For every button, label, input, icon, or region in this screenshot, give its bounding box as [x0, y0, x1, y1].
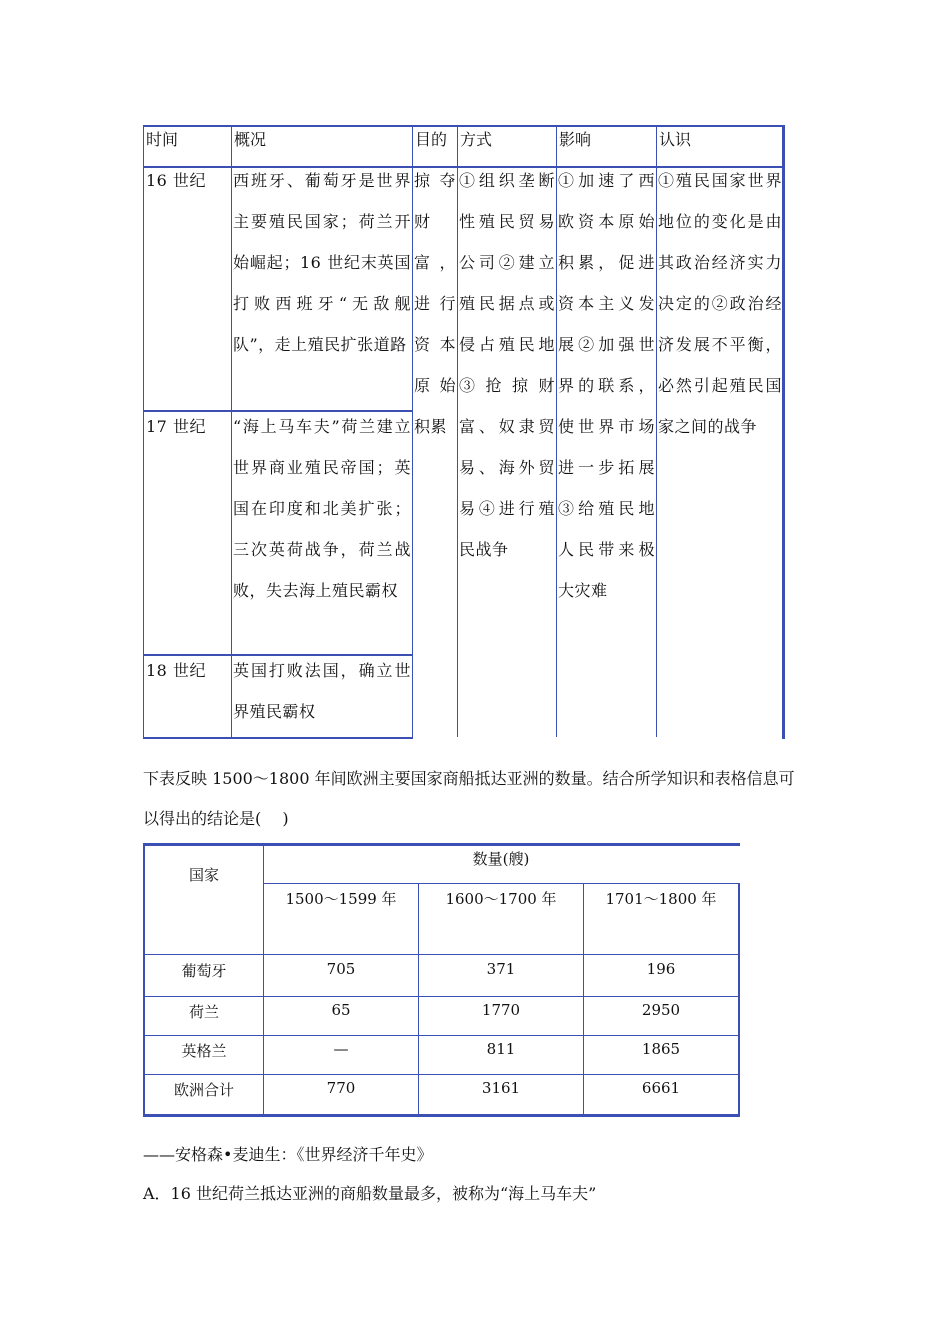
header-purpose: 目的 — [415, 130, 448, 149]
country-header: 国家 — [188, 866, 219, 884]
row-time-16c: 16 世纪 — [146, 171, 206, 190]
row-time-17c: 17 世纪 — [146, 417, 206, 436]
question-text — [143, 759, 813, 839]
header-impact: 影响 — [559, 130, 592, 149]
purpose-cell: 掠夺财富，进行资本原始积累 — [414, 171, 456, 436]
row-overview-18c: 英国打败法国，确立世界殖民霸权 — [233, 661, 411, 721]
table-cell: 371 — [486, 960, 516, 978]
table-row-country: 欧洲合计 — [173, 1081, 234, 1099]
table-cell: 811 — [486, 1040, 516, 1058]
row-overview-16c: 西班牙、葡萄牙是世界主要殖民国家；荷兰开始崛起；16 世纪末英国打败西班牙“无敌舰队”，走上殖民扩张道路 — [233, 171, 411, 354]
table-cell: 2950 — [641, 1001, 681, 1019]
period-header-3: 1701～1800 年 — [605, 890, 717, 908]
methods-cell: ①组织垄断性殖民贸易公司②建立殖民据点或侵占殖民地③抢掠财富、奴隶贸易、海外贸易④进行殖民战争 — [459, 171, 555, 559]
row-overview-17c: “海上马车夫”荷兰建立世界商业殖民帝国；英国在印度和北美扩张；三次英荷战争，荷兰战败，失去海上殖民霸权 — [233, 417, 411, 600]
understanding-cell: ①殖民国家世界地位的变化是由其政治经济实力决定的②政治经济发展不平衡，必然引起殖民国家之间的战争 — [658, 171, 782, 436]
table-row-country: 荷兰 — [188, 1003, 219, 1021]
table-cell: 770 — [326, 1079, 356, 1097]
table-cell: 6661 — [641, 1079, 681, 1097]
table-cell: 3161 — [481, 1079, 521, 1097]
table-cell: 705 — [326, 960, 356, 978]
impact-cell: ①加速了西欧资本原始积累，促进资本主义发展②加强世界的联系，使世界市场进一步拓展③给殖民地人民带来极大灾难 — [558, 171, 655, 600]
option-a[interactable]: A．16 世纪荷兰抵达亚洲的商船数量最多，被称为“海上马车夫” — [143, 1184, 597, 1203]
period-header-1: 1500～1599 年 — [285, 890, 397, 908]
question-line-2: 以得出的结论是( ) — [143, 809, 289, 828]
table-cell: 196 — [646, 960, 676, 978]
table-cell: 1865 — [641, 1040, 681, 1058]
header-understanding: 认识 — [659, 130, 692, 149]
table-row-country: 葡萄牙 — [181, 962, 227, 980]
quantity-header: 数量(艘) — [472, 850, 530, 868]
table-cell: — — [333, 1040, 349, 1058]
source-citation: ——安格森•麦迪生：《世界经济千年史》 — [143, 1145, 433, 1164]
table-row-country: 英格兰 — [181, 1042, 227, 1060]
table-cell: 1770 — [481, 1001, 521, 1019]
table-cell: 65 — [331, 1001, 351, 1019]
row-time-18c: 18 世纪 — [146, 661, 206, 680]
question-line-1: 下表反映 1500～1800 年间欧洲主要国家商船抵达亚洲的数量。结合所学知识和表格信息可 — [143, 769, 795, 788]
period-header-2: 1600～1700 年 — [445, 890, 557, 908]
header-overview: 概况 — [234, 130, 267, 149]
header-methods: 方式 — [460, 130, 493, 149]
header-time: 时间 — [146, 130, 179, 149]
